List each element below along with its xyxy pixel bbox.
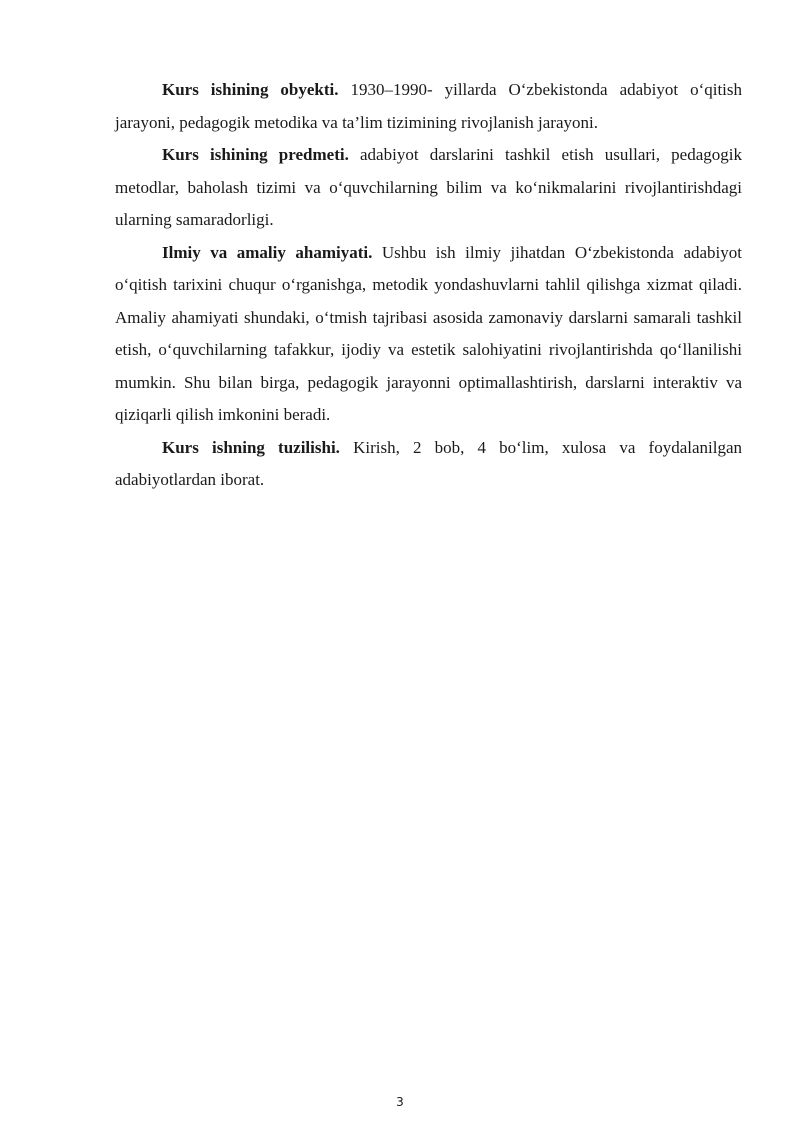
paragraph-predmeti [115,139,742,237]
paragraph-text: adabiyot darslarini tashkil etish usullari, pedagogik metodlar, baholash tizimi va o‘quvchilarning bilim va ko‘nikmalarini rivojlantirishdagi ularning samaradorligi. [115,145,743,229]
paragraph-term: Kurs ishining obyekti. [162,80,339,99]
paragraph-text: 1930–1990- yillarda O‘zbekistonda adabiyot o‘qitish jarayoni, pedagogik metodika va ta’lim tizimining rivojlanish jarayoni. [115,80,743,132]
page-number: 3 [396,1095,404,1109]
paragraph-term: Kurs ishning tuzilishi. [162,437,340,457]
paragraph-text: Ushbu ish ilmiy jihatdan O‘zbekistonda adabiyot o‘qitish tarixini chuqur o‘rganishga, metodik yondashuvlarni tahlil qilishga xizmat qiladi. Amaliy ahamiyati shundaki, o‘tmish tajribasi asosida zamonaviy darslarni samarali tashkil etish, o‘quvchilarning tafakkur, ijodiy va estetik salohiyatini rivojlantirishda qo‘llanilishi mumkin. Shu bilan birga, pedagogik jarayonni optimallashtirish, darslarni interaktiv va qiziqarli qilish imkonini beradi. [115,242,743,424]
paragraph-term: Kurs ishining predmeti. [162,145,349,164]
paragraph-term: Ilmiy va amaliy ahamiyati. [162,242,373,262]
paragraph-obyekti [115,74,742,139]
paragraph-tuzilishi [115,432,742,497]
paragraph-text: Kirish, 2 bob, 4 bo‘lim, xulosa va foydalanilgan adabiyotlardan iborat. [115,437,743,489]
page-body [115,74,742,497]
paragraph-ahamiyati [115,237,742,432]
